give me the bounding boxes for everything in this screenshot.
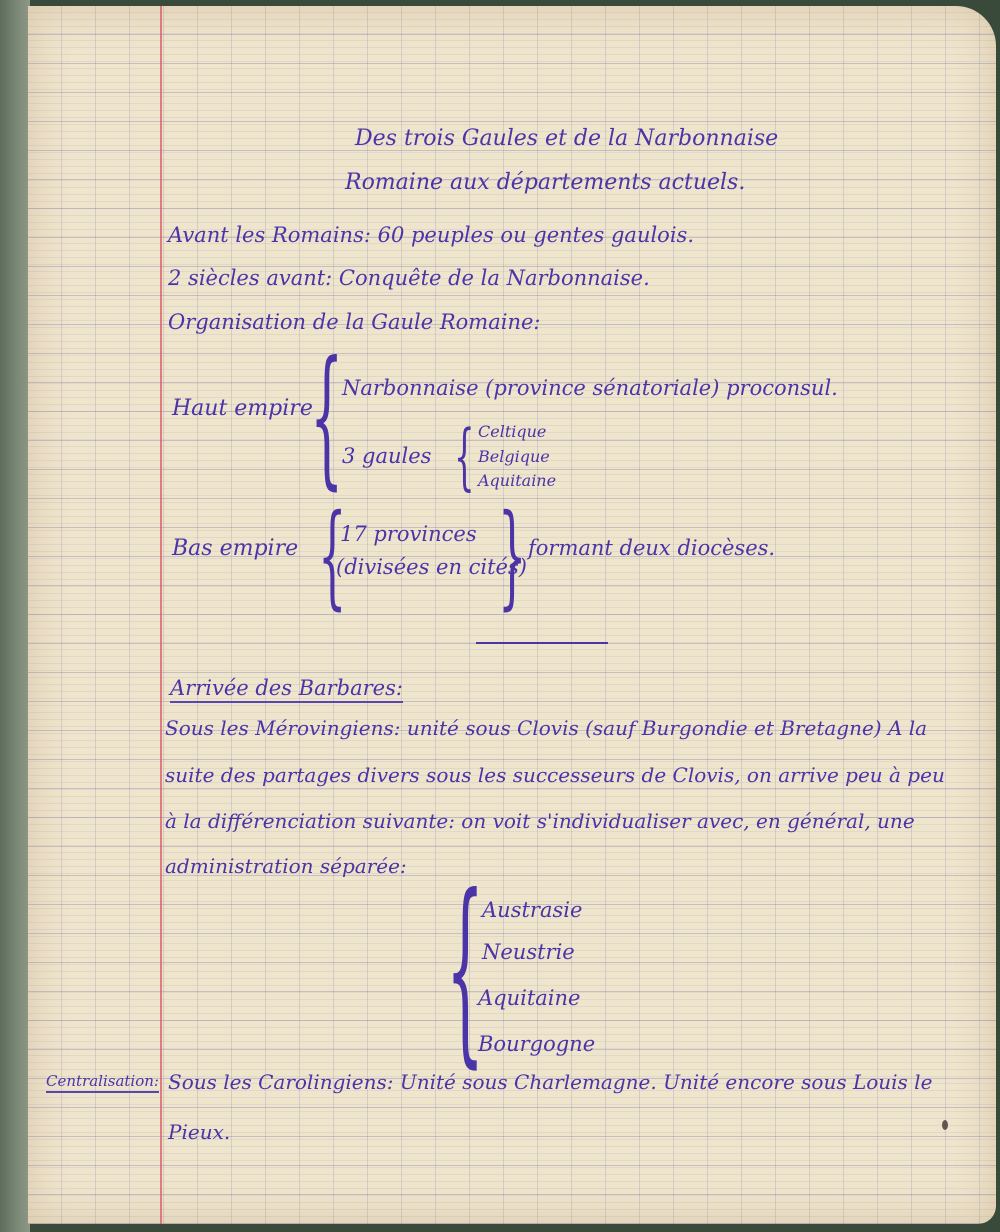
haut-empire-brace: { bbox=[310, 330, 344, 504]
gaules-brace: { bbox=[454, 414, 475, 498]
gaule-celtique: Celtique bbox=[478, 422, 547, 441]
haut-empire-label: Haut empire bbox=[172, 396, 313, 421]
barbares-heading: Arrivée des Barbares: bbox=[170, 678, 403, 703]
barbares-para-line-2: suite des partages divers sous les successeurs de Clovis, on arrive peu à peu bbox=[165, 763, 945, 787]
region-austrasie: Austrasie bbox=[482, 898, 583, 922]
centralisation-line-1: Sous les Carolingiens: Unité sous Charlemagne. Unité encore sous Louis le bbox=[168, 1070, 933, 1094]
gaule-belgique: Belgique bbox=[478, 447, 550, 466]
bas-empire-closing-brace: } bbox=[498, 491, 527, 621]
barbares-para-line-3: à la différenciation suivante: on voit s'individualiser avec, en général, une bbox=[165, 809, 915, 833]
title-line-2: Romaine aux départements actuels. bbox=[345, 170, 746, 195]
ink-smudge bbox=[942, 1120, 948, 1130]
notebook-spine bbox=[0, 0, 30, 1232]
formant-deux-dioceses: formant deux diocèses. bbox=[528, 536, 776, 560]
intro-line-1: Avant les Romains: 60 peuples ou gentes gaulois. bbox=[168, 223, 694, 247]
bas-empire-label: Bas empire bbox=[172, 536, 299, 561]
region-neustrie: Neustrie bbox=[482, 940, 575, 964]
region-bourgogne: Bourgogne bbox=[478, 1032, 596, 1056]
intro-line-2: 2 siècles avant: Conquête de la Narbonnaise. bbox=[168, 266, 650, 290]
barbares-para-line-4: administration séparée: bbox=[165, 854, 407, 878]
narbonnaise-line: Narbonnaise (province sénatoriale) proconsul. bbox=[342, 376, 838, 400]
bas-empire-brace: { bbox=[318, 491, 347, 621]
regions-brace: { bbox=[446, 853, 485, 1086]
barbares-para-line-1: Sous les Mérovingiens: unité sous Clovis (sauf Burgondie et Bretagne) A la bbox=[165, 716, 928, 740]
bas-empire-provinces: 17 provinces bbox=[340, 522, 477, 546]
centralisation-margin-label: Centralisation: bbox=[46, 1074, 159, 1093]
red-margin-line bbox=[160, 6, 162, 1224]
section-separator bbox=[476, 642, 608, 644]
title-line-1: Des trois Gaules et de la Narbonnaise bbox=[355, 126, 779, 151]
bas-empire-cites: (divisées en cités) bbox=[336, 555, 527, 579]
intro-line-3: Organisation de la Gaule Romaine: bbox=[168, 310, 541, 334]
region-aquitaine: Aquitaine bbox=[478, 986, 581, 1010]
centralisation-line-2: Pieux. bbox=[168, 1120, 231, 1144]
trois-gaules-label: 3 gaules bbox=[342, 444, 432, 468]
gaule-aquitaine: Aquitaine bbox=[478, 471, 557, 490]
